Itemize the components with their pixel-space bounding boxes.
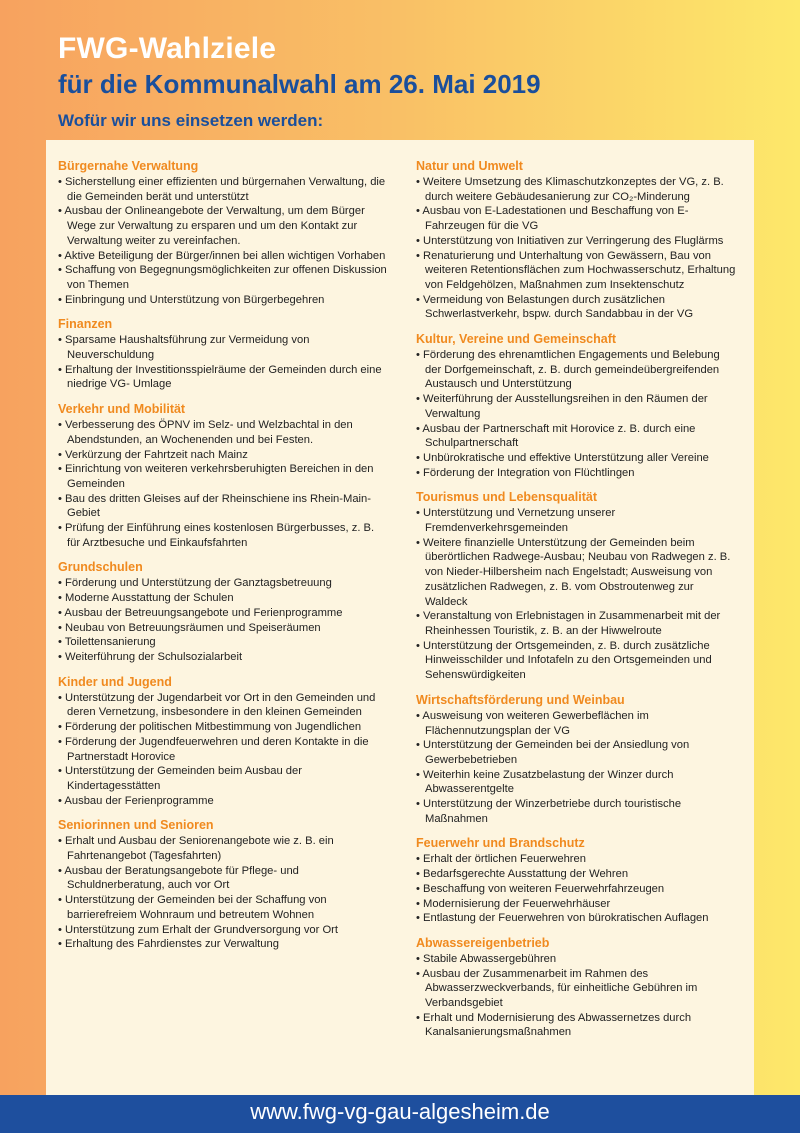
section-title: Natur und Umwelt <box>416 159 523 173</box>
left-column <box>58 158 390 961</box>
list-item: • Weiterhin keine Zusatzbelastung der Winzer durch Abwasserentgelte <box>416 768 738 797</box>
list-item: • Moderne Ausstattung der Schulen <box>58 591 390 606</box>
section-title: Kinder und Jugend <box>58 674 172 689</box>
list-item: • Erhalt der örtlichen Feuerwehren <box>416 852 738 867</box>
bullet-list <box>58 418 390 550</box>
list-item: • Vermeidung von Belastungen durch zusätzlichen Schwerlastverkehr, bspw. durch Sandabbau in der VG <box>416 293 738 322</box>
list-item: • Ausbau der Partnerschaft mit Horovice z. B. durch eine Schulpartnerschaft <box>416 422 738 451</box>
section-kinder-und-jugend <box>58 674 390 809</box>
list-item: • Unterstützung der Winzerbetriebe durch touristische Maßnahmen <box>416 797 738 826</box>
list-item: • Ausbau der Beratungsangebote für Pflege- und Schuldnerberatung, auch vor Ort <box>58 864 390 893</box>
list-item: • Aktive Beteiligung der Bürger/innen bei allen wichtigen Vorhaben <box>58 249 390 264</box>
section-seniorinnen-und-senioren <box>58 817 390 952</box>
section-title: Grundschulen <box>58 560 143 575</box>
list-item: • Einrichtung von weiteren verkehrsberuhigten Bereichen in den Gemeinden <box>58 462 390 491</box>
list-item: • Entlastung der Feuerwehren von bürokratischen Auflagen <box>416 911 738 926</box>
list-item: • Unterstützung zum Erhalt der Grundversorgung vor Ort <box>58 923 390 938</box>
list-item: • Unterstützung und Vernetzung unserer Fremdenverkehrsgemeinden <box>416 506 738 535</box>
list-item: • Toilettensanierung <box>58 635 390 650</box>
list-item: • Weiterführung der Ausstellungsreihen in den Räumen der Verwaltung <box>416 392 738 421</box>
bullet-list <box>58 834 390 952</box>
bullet-list <box>416 709 738 827</box>
bullet-list <box>416 506 738 682</box>
page-title: FWG-Wahlziele <box>58 32 277 65</box>
section-title: Seniorinnen und Senioren <box>58 818 214 833</box>
section-title: Bürgernahe Verwaltung <box>58 159 199 173</box>
tagline: Wofür wir uns einsetzen werden: <box>58 111 324 130</box>
section-feuerwehr-und-brandschutz <box>416 835 738 926</box>
list-item: • Unterstützung der Jugendarbeit vor Ort in den Gemeinden und deren Vernetzung, insbesondere in den kleinen Gemeinden <box>58 691 390 720</box>
section-title: Tourismus und Lebensqualität <box>416 490 598 505</box>
bullet-list <box>58 175 390 307</box>
footer-url[interactable]: www.fwg-vg-gau-algesheim.de <box>0 1095 800 1133</box>
list-item: • Ausbau der Betreuungsangebote und Ferienprogramme <box>58 606 390 621</box>
list-item: • Förderung der Jugendfeuerwehren und deren Kontakte in die Partnerstadt Horovice <box>58 735 390 764</box>
section-finanzen <box>58 316 390 392</box>
list-item: • Erhalt und Modernisierung des Abwassernetzes durch Kanalsanierungsmaßnahmen <box>416 1011 738 1040</box>
list-item: • Weitere Umsetzung des Klimaschutzkonzeptes der VG, z. B. durch weitere Gebäudesanierung zur CO₂-Minderung <box>416 175 738 204</box>
right-column <box>416 158 738 1049</box>
list-item: • Förderung der Integration von Flüchtlingen <box>416 466 738 481</box>
list-item: • Prüfung der Einführung eines kostenlosen Bürgerbusses, z. B. für Arztbesuche und Einkaufsfahrten <box>58 521 390 550</box>
list-item: • Sparsame Haushaltsführung zur Vermeidung von Neuverschuldung <box>58 333 390 362</box>
section-buergernahe-verwaltung <box>58 158 390 307</box>
section-tourismus-und-lebensqualitaet <box>416 489 738 682</box>
list-item: • Renaturierung und Unterhaltung von Gewässern, Bau von weiteren Retentionsflächen zum Hochwasserschutz, Erhaltung von Feldgehölzen, Maßnahmen zum Insektenschutz <box>416 249 738 293</box>
list-item: • Bedarfsgerechte Ausstattung der Wehren <box>416 867 738 882</box>
section-kultur-vereine-und-gemeinschaft <box>416 331 738 480</box>
section-title: Finanzen <box>58 317 113 332</box>
list-item: • Stabile Abwassergebühren <box>416 952 738 967</box>
section-verkehr-und-mobilitaet <box>58 401 390 550</box>
list-item: • Schaffung von Begegnungsmöglichkeiten zur offenen Diskussion von Themen <box>58 263 390 292</box>
list-item: • Förderung des ehrenamtlichen Engagements und Belebung der Dorfgemeinschaft, z. B. durch gemeindeübergreifenden Austausch und Unterstützung <box>416 348 738 392</box>
list-item: • Unterstützung der Ortsgemeinden, z. B. durch zusätzliche Hinweisschilder und Infotafeln zu den Ortsgemeinden und Sehenswürdigkeiten <box>416 639 738 683</box>
bullet-list <box>58 691 390 809</box>
list-item: • Erhaltung des Fahrdienstes zur Verwaltung <box>58 937 390 952</box>
list-item: • Förderung und Unterstützung der Ganztagsbetreuung <box>58 576 390 591</box>
bullet-list <box>416 952 738 1040</box>
list-item: • Ausbau der Ferienprogramme <box>58 794 390 809</box>
list-item: • Modernisierung der Feuerwehrhäuser <box>416 897 738 912</box>
page-subtitle: für die Kommunalwahl am 26. Mai 2019 <box>58 69 541 99</box>
list-item: • Unbürokratische und effektive Unterstützung aller Vereine <box>416 451 738 466</box>
list-item: • Unterstützung der Gemeinden bei der Ansiedlung von Gewerbebetrieben <box>416 738 738 767</box>
list-item: • Ausbau von E-Ladestationen und Beschaffung von E-Fahrzeugen für die VG <box>416 204 738 233</box>
list-item: • Unterstützung von Initiativen zur Verringerung des Fluglärms <box>416 234 738 249</box>
list-item: • Bau des dritten Gleises auf der Rheinschiene ins Rhein-Main-Gebiet <box>58 492 390 521</box>
list-item: • Ausweisung von weiteren Gewerbeflächen im Flächennutzungsplan der VG <box>416 709 738 738</box>
section-abwassereigenbetrieb <box>416 935 738 1040</box>
list-item: • Veranstaltung von Erlebnistagen in Zusammenarbeit mit der Rheinhessen Touristik, z. B. an der Hiwwelroute <box>416 609 738 638</box>
list-item: • Ausbau der Zusammenarbeit im Rahmen des Abwasserzweckverbands, für einheitliche Gebühren im Verbandsgebiet <box>416 967 738 1011</box>
list-item: • Einbringung und Unterstützung von Bürgerbegehren <box>58 293 390 308</box>
list-item: • Erhaltung der Investitionsspielräume der Gemeinden durch eine niedrige VG- Umlage <box>58 363 390 392</box>
list-item: • Unterstützung der Gemeinden bei der Schaffung von barrierefreiem Wohnraum und betreutem Wohnen <box>58 893 390 922</box>
list-item: • Ausbau der Onlineangebote der Verwaltung, um dem Bürger Wege zur Verwaltung zu ersparen und um den Kontakt zur Verwaltung weiter zu vereinfachen. <box>58 204 390 248</box>
list-item: • Weiterführung der Schulsozialarbeit <box>58 650 390 665</box>
header <box>58 32 780 132</box>
bullet-list <box>58 333 390 392</box>
list-item: • Beschaffung von weiteren Feuerwehrfahrzeugen <box>416 882 738 897</box>
section-title: Verkehr und Mobilität <box>58 402 186 417</box>
list-item: • Förderung der politischen Mitbestimmung von Jugendlichen <box>58 720 390 735</box>
list-item: • Neubau von Betreuungsräumen und Speiseräumen <box>58 621 390 636</box>
section-title: Feuerwehr und Brandschutz <box>416 836 585 851</box>
bullet-list <box>416 852 738 926</box>
content-panel <box>46 140 754 1095</box>
list-item: • Verbesserung des ÖPNV im Selz- und Welzbachtal in den Abendstunden, an Wochenenden und bei Festen. <box>58 418 390 447</box>
section-grundschulen <box>58 559 390 664</box>
list-item: • Sicherstellung einer effizienten und bürgernahen Verwaltung, die die Gemeinden berät und unterstützt <box>58 175 390 204</box>
section-title: Wirtschaftsförderung und Weinbau <box>416 692 625 707</box>
bullet-list <box>416 348 738 480</box>
section-natur-und-umwelt <box>416 158 738 322</box>
bullet-list <box>58 576 390 664</box>
list-item: • Erhalt und Ausbau der Seniorenangebote wie z. B. ein Fahrtenangebot (Tagesfahrten) <box>58 834 390 863</box>
bullet-list <box>416 175 738 322</box>
list-item: • Weitere finanzielle Unterstützung der Gemeinden beim überörtlichen Radwege-Ausbau; Neubau von Radwegen z. B. von Nieder-Hilbersheim nach Engelstadt; Ausweisung von zusätzlichen Radwegen, z. B. vom Obstroutenweg zur Waldeck <box>416 536 738 610</box>
list-item: • Unterstützung der Gemeinden beim Ausbau der Kindertagesstätten <box>58 764 390 793</box>
section-title: Abwassereigenbetrieb <box>416 935 550 950</box>
list-item: • Verkürzung der Fahrtzeit nach Mainz <box>58 448 390 463</box>
section-wirtschaftsfoerderung-und-weinbau <box>416 692 738 827</box>
section-title: Kultur, Vereine und Gemeinschaft <box>416 332 617 347</box>
